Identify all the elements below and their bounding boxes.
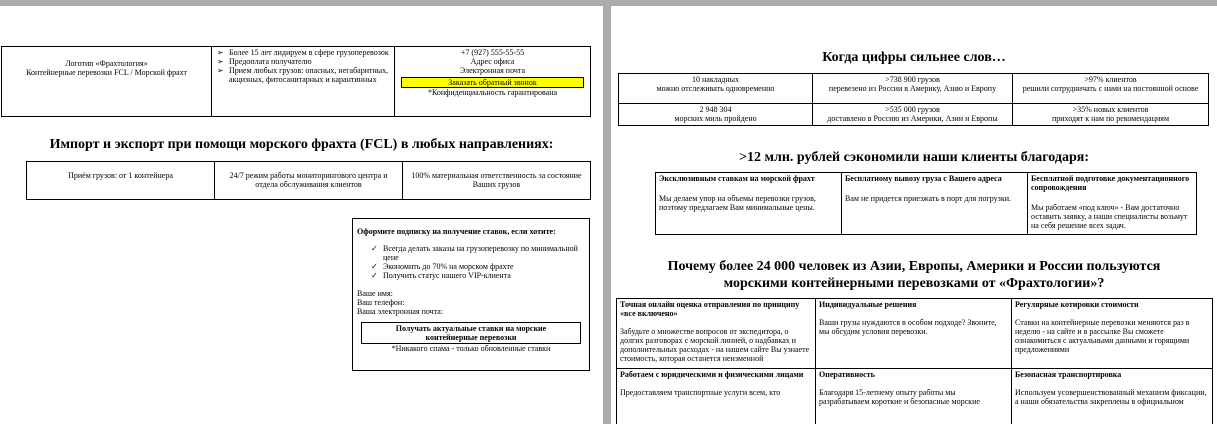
reason-text: Используем усовершенствованный механизм фиксации, а наши обязательства закреплены в официальном <box>1015 388 1207 406</box>
reason-title: Индивидуальные решения <box>819 300 917 309</box>
reason-cell <box>1012 369 1213 424</box>
contacts-cell <box>395 47 591 117</box>
list-item: ➢ Прием любых грузов: опасных, негабаритных, акцизных, фитосанитарных и карантинных <box>215 66 391 84</box>
reason-title: Оперативность <box>819 370 875 379</box>
saving-cell <box>1028 173 1197 235</box>
privacy-note: *Конфиденциальность гарантирована <box>427 88 558 97</box>
stat-cell <box>813 104 1013 126</box>
saving-title: Эксклюзивным ставкам на морской фрахт <box>659 174 815 183</box>
document-page-left <box>0 6 603 424</box>
stat-value: >738 900 грузов <box>885 75 940 84</box>
saving-text: Мы работаем «под ключ» - Вам достаточно оставить заявку, а наши специалисты возьмут на себя решение всех задач. <box>1031 203 1188 230</box>
saving-cell <box>656 173 842 235</box>
section-heading-savings: >12 млн. рублей сэкономили наши клиенты благодаря: <box>738 150 1090 165</box>
phone-number[interactable]: +7 (927) 555-55-55 <box>460 48 525 57</box>
list-item: ➢ Предоплата получателю <box>215 57 391 66</box>
section-heading-numbers: Когда цифры сильнее слов… <box>822 50 1006 65</box>
callback-button[interactable]: Заказать обратный звонок <box>401 77 584 88</box>
stat-label: перевезено из России в Америку, Азию и Европу <box>828 84 997 93</box>
stat-label: решили сотрудничать с нами на постоянной основе <box>1022 84 1199 93</box>
stat-label: доставлено в Россию из Америки, Азии и Европы <box>827 114 998 123</box>
list-item: ✓ Всегда делать заказы на грузоперевозку по минимальной цене <box>357 244 585 262</box>
reason-text: Ваши грузы нуждаются в особом подходе? Звоните, мы обсудим условия перевозки. <box>819 318 997 336</box>
stat-value: >97% клиентов <box>1084 75 1137 84</box>
advantages-list <box>215 48 391 84</box>
reason-title: Регулярные котировки стоимости <box>1015 300 1139 309</box>
logo-subtitle: Контейнерные перевозки FCL / Морской фрахт <box>26 68 187 77</box>
reason-text: Благодаря 15-летнему опыту работы мы разрабатываем короткие и безопасные морские <box>819 388 980 406</box>
section-heading-import-export: Импорт и экспорт при помощи морского фрахта (FCL) в любых направлениях: <box>49 137 554 152</box>
stat-value: >535 000 грузов <box>885 105 940 114</box>
subscribe-title: Оформите подписку на получение ставок, если хотите: <box>357 227 556 236</box>
stat-value: >35% новых клиентов <box>1072 105 1149 114</box>
list-item: ✓ Получить статус нашего VIP-клиента <box>357 271 585 280</box>
stat-value: 2 948 304 <box>699 105 732 114</box>
reason-title: Работаем с юридическими и физическими лицами <box>620 370 804 379</box>
saving-text: Мы делаем упор на объемы перевозки грузов, поэтому предлагаем Вам минимальные цены. <box>659 194 816 212</box>
savings-table <box>655 172 1197 235</box>
email-field[interactable]: Ваша электронная почта: <box>357 307 444 316</box>
reason-cell <box>1012 299 1213 369</box>
no-spam-note: *Никакого спама - только обновленные ставки <box>391 344 551 353</box>
reasons-table <box>616 298 1213 424</box>
heading-line: морскими контейнерными перевозками от «Фрахтологии»? <box>723 276 1105 291</box>
stat-value: 10 накладных <box>692 75 739 84</box>
logo-cell <box>2 47 212 117</box>
office-address: Адрес офиса <box>470 57 515 66</box>
reason-cell <box>816 369 1012 424</box>
subscribe-form <box>352 218 590 371</box>
saving-text: Вам не придется приезжать в порт для погрузки. <box>845 194 1012 203</box>
stat-cell <box>1013 104 1209 126</box>
feature-cell: Приём грузов: от 1 контейнера <box>27 162 215 200</box>
saving-title: Бесплатной подготовке документационного сопровождения <box>1031 174 1190 192</box>
stat-label: приходят к нам по рекомендациям <box>1051 114 1170 123</box>
features-table <box>26 161 591 200</box>
saving-title: Бесплатному вывозу груза с Вашего адреса <box>845 174 1002 183</box>
reason-title: Точная онлайн оценка отправления по принципу «все включено» <box>620 300 800 318</box>
list-item: ✓ Экономить до 70% на морском фрахте <box>357 262 585 271</box>
stats-table <box>618 73 1209 126</box>
reason-cell <box>816 299 1012 369</box>
phone-field[interactable]: Ваш телефон: <box>357 298 405 307</box>
reason-text: Ставки на контейнерные перевозки меняются раз в неделю - на сайте и в рассылке Вы сможете ознакомиться с актуальными данными и горящими предложениями <box>1015 318 1190 354</box>
stat-cell <box>619 104 813 126</box>
header-table <box>1 46 591 117</box>
advantages-cell <box>212 47 395 117</box>
reason-text: Забудьте о множестве вопросов от экспедитора, о долгих разговорах с морской линией, о надбавках и дополнительных расходах - на нашем сайте Вы узнаете стоимость, которая останется неизменной <box>620 327 810 363</box>
stat-label: можно отслеживать одновременно <box>656 84 775 93</box>
list-item: ➢ Более 15 лет лидируем в сфере грузоперевозок <box>215 48 391 57</box>
stat-cell <box>619 74 813 104</box>
reason-cell <box>617 299 816 369</box>
stat-cell <box>813 74 1013 104</box>
subscribe-button[interactable]: Получать актуальные ставки на морские контейнерные перевозки <box>361 322 581 344</box>
heading-line: Почему более 24 000 человек из Азии, Европы, Америки и России пользуются <box>667 259 1161 274</box>
name-field[interactable]: Ваше имя: <box>357 289 393 298</box>
saving-cell <box>842 173 1028 235</box>
reason-text: Предоставляем транспортные услуги всем, кто <box>620 388 781 397</box>
feature-cell: 100% материальная ответственность за состояние Ваших грузов <box>403 162 591 200</box>
document-page-right <box>611 6 1217 424</box>
subscribe-benefits-list <box>357 244 585 280</box>
email-address[interactable]: Электронная почта <box>459 66 526 75</box>
stat-cell <box>1013 74 1209 104</box>
logo-text: Логотип «Фрахтология» <box>65 59 148 68</box>
stat-label: морских миль пройдено <box>674 114 757 123</box>
reason-title: Безопасная транспортировка <box>1015 370 1122 379</box>
reason-cell <box>617 369 816 424</box>
section-heading-why-us <box>611 258 1217 292</box>
feature-cell: 24/7 режим работы мониторингового центра и отдела обслуживания клиентов <box>215 162 403 200</box>
